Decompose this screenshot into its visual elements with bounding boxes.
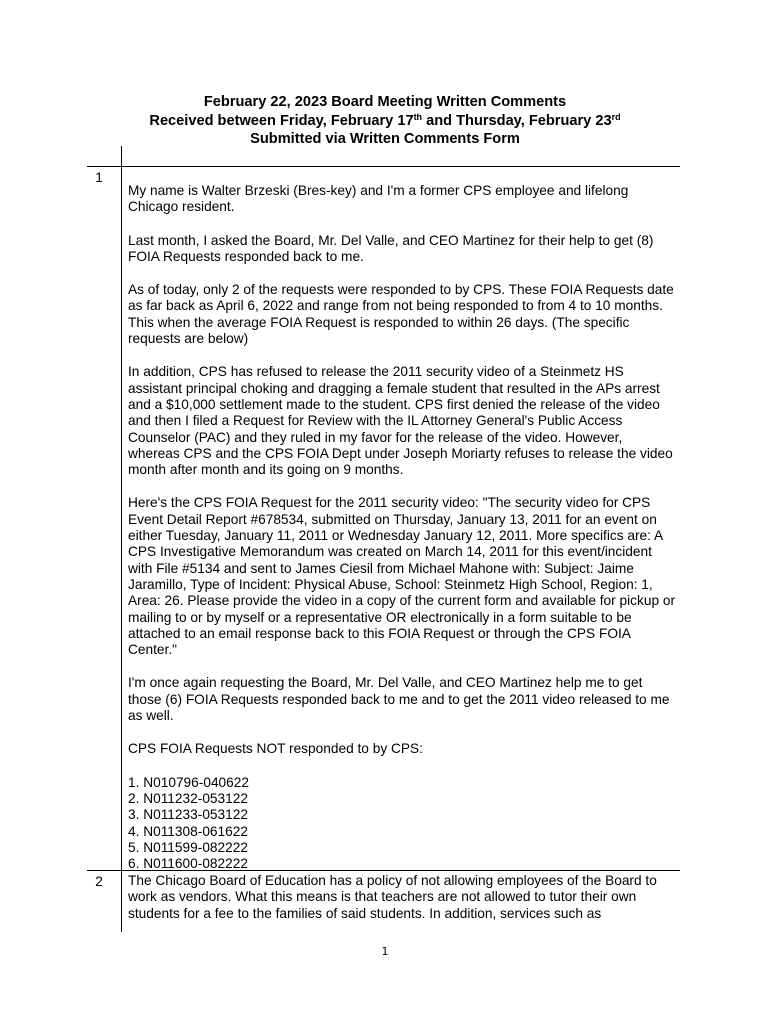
foia-request-item: 5. N011599-082222 xyxy=(128,839,248,855)
comment-1-paragraph-3: As of today, only 2 of the requests were responded to by CPS. These FOIA Requests date as far back as April 6, 2022 and range from not being responded to from 4 to 10 months. This when the average FOIA Request is responded to within 26 days. (The specific requests are below) xyxy=(128,282,674,347)
header-line-2 xyxy=(0,112,770,131)
table-row-divider-1 xyxy=(87,166,680,167)
comment-1-paragraph-6: I'm once again requesting the Board, Mr. Del Valle, and CEO Martinez help me to get those (6) FOIA Requests responded back to me and to get the 2011 video released to me as well. xyxy=(128,675,670,724)
comment-1-paragraph-4: In addition, CPS has refused to release the 2011 security video of a Steinmetz HS assistant principal choking and dragging a female student that resulted in the APs arrest and a $10,000 settlement made to the student. CPS first denied the release of the video and then I filed a Request for Review with the IL Attorney General's Public Access Counselor (PAC) and they ruled in my favor for the release of the video. However, whereas CPS and the CPS FOIA Dept under Joseph Moriarty refuses to release the video month after month and its going on 9 months. xyxy=(128,364,673,478)
foia-request-item: 2. N011232-053122 xyxy=(128,790,248,806)
header-line-1: February 22, 2023 Board Meeting Written Comments xyxy=(203,94,567,110)
header-line-2-prefix: Received between Friday, February 17 xyxy=(149,112,414,129)
table-column-divider-row-1 xyxy=(121,166,122,870)
foia-request-list xyxy=(128,775,676,873)
foia-request-item: 4. N011308-061622 xyxy=(128,823,248,839)
comment-1-body xyxy=(128,183,676,872)
header-line-3: Submitted via Written Comments Form xyxy=(250,131,520,147)
foia-request-item: 3. N011233-053122 xyxy=(128,807,248,823)
comment-1-paragraph-5: Here's the CPS FOIA Request for the 2011 security video: "The security video for CPS Event Detail Report #678534, submitted on Thursday, January 13, 2011 for an event on either Tuesday, January 11, 2011 or Wednesday January 12, 2011. More specifics are: A CPS Investigative Memorandum was created on March 14, 2011 for this event/incident with File #5134 and sent to James Ciesil from Michael Mahone with: Subject: Jaime Jaramillo, Type of Incident: Physical Abuse, School: Steinmetz High School, Region: 1, Area: 26. Please provide the video in a copy of the current form and available for pickup or mailing to or by myself or a representative OR electronically in a form suitable to be attached to an email response back to this FOIA Request or through the CPS FOIA Center." xyxy=(128,495,676,658)
comment-1-paragraph-2: Last month, I asked the Board, Mr. Del Valle, and CEO Martinez for their help to get (8) FOIA Requests responded back to me. xyxy=(128,232,654,264)
document-header xyxy=(0,93,770,149)
comment-2-body xyxy=(128,873,676,922)
header-line-2-superscript-rd: rd xyxy=(611,111,621,122)
page-number: 1 xyxy=(381,945,389,958)
table-column-divider-row-2 xyxy=(121,870,122,932)
table-column-divider-header xyxy=(121,146,122,166)
comment-1-paragraph-7: CPS FOIA Requests NOT responded to by CPS: xyxy=(128,741,423,757)
header-line-2-middle: and Thursday, February 23 xyxy=(422,112,612,129)
comment-1-paragraph-1: My name is Walter Brzeski (Bres-key) and I'm a former CPS employee and lifelong Chicago resident. xyxy=(128,183,629,215)
comment-2-paragraph-1: The Chicago Board of Education has a policy of not allowing employees of the Board to work as vendors. What this means is that teachers are not allowed to tutor their own students for a fee to the families of said students. In addition, services such as xyxy=(128,873,657,921)
header-line-2-superscript-th: th xyxy=(413,111,423,122)
row-number-2: 2 xyxy=(95,874,103,889)
foia-request-item: 6. N011600-082222 xyxy=(128,856,248,872)
row-number-1: 1 xyxy=(95,170,103,185)
foia-request-item: 1. N010796-040622 xyxy=(128,774,250,790)
